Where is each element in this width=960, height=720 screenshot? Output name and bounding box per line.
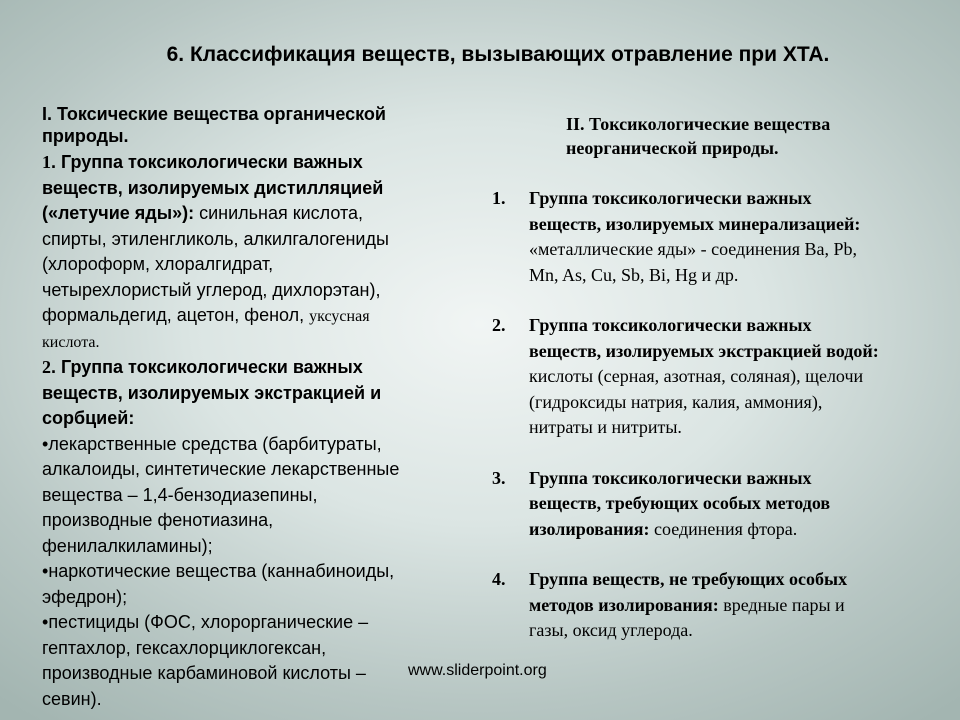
- inorganic-group-item-2: 2. Группа токсикологически важных веществ, изолируемых экстракцией водой: кислоты (серная, азотная, соляная), щелочи (гидроксиды натрия, калия, аммония), нитраты и нитриты.: [492, 315, 879, 437]
- inorganic-groups-list: [492, 186, 879, 644]
- bullet-continuation: гептахлор, гексахлорциклогексан,: [42, 637, 327, 658]
- item-number: 3.: [492, 467, 506, 488]
- organic-heading: [42, 103, 386, 147]
- bullet-continuation: алкалоиды, синтетические лекарственные: [42, 459, 400, 479]
- bullet-icon: •: [42, 561, 49, 581]
- organic-groups: [42, 150, 472, 712]
- group1-text-line: кислота.: [42, 333, 100, 351]
- inorganic-group-item-3: 3. Группа токсикологически важных веществ, требующих особых методов изолирования: соединения фтора.: [492, 467, 831, 539]
- item-number: 4.: [492, 569, 506, 589]
- bullet-continuation: фенилалкиламины);: [42, 535, 213, 556]
- bullet-item-pesticides: •пестициды (ФОС, хлорорганические –: [42, 612, 369, 632]
- group2-title-line-2: веществ, изолируемых экстракцией и: [42, 382, 382, 403]
- bullet-item-medicines: •лекарственные средства (барбитураты,: [42, 433, 382, 454]
- bullet-continuation: севин).: [42, 688, 102, 709]
- group1-title-line-3: («летучие яды»): синильная кислота,: [42, 203, 364, 223]
- bullet-icon: •: [42, 612, 49, 632]
- bullet-item-narcotics: •наркотические вещества (каннабиноиды,: [42, 561, 395, 581]
- organic-heading-line-1: I. Токсические вещества органической: [42, 104, 386, 124]
- group2-title-line-3: сорбцией:: [42, 408, 135, 428]
- group2-title-line-1: 2. Группа токсикологически важных: [42, 357, 363, 377]
- inorganic-heading-line-2: неорганической природы.: [566, 138, 779, 158]
- bullet-continuation: производные фенотиазина,: [42, 510, 274, 530]
- group1-text-line: (хлороформ, хлоралгидрат,: [42, 254, 274, 274]
- bullet-continuation: производные карбаминовой кислоты –: [42, 663, 366, 683]
- slide-title: 6. Классификация веществ, вызывающих отравление при ХТА.: [166, 43, 830, 66]
- inorganic-heading: [566, 112, 830, 160]
- organic-heading-line-2: природы.: [42, 126, 129, 146]
- group1-text-line: четырехлористый углерод, дихлорэтан),: [42, 279, 381, 300]
- inorganic-heading-line-1: II. Токсикологические вещества: [566, 114, 831, 134]
- item-number: 1.: [492, 188, 506, 208]
- group1-title-line-1: 1. Группа токсикологически важных: [42, 152, 363, 172]
- bullet-continuation: эфедрон);: [42, 586, 128, 607]
- bullet-continuation: вещества – 1,4-бензодиазепины,: [42, 484, 318, 505]
- watermark: www.sliderpoint.org: [408, 662, 547, 679]
- inorganic-group-item-1: 1. Группа токсикологически важных веществ, изолируемых минерализацией: «металлические яды» - соединения Ba, Pb, Mn, As, Cu, Sb, Bi, Hg и др.: [492, 188, 861, 285]
- group1-number: 1: [42, 152, 51, 172]
- group1-title-line-2: веществ, изолируемых дистилляцией: [42, 177, 384, 198]
- inorganic-group-item-4: 4. Группа веществ, не требующих особых методов изолирования: вредные пары и газы, оксид углерода.: [492, 569, 848, 640]
- group1-text-line: спирты, этиленгликоль, алкилгалогениды: [42, 228, 389, 249]
- group1-text-line: формальдегид, ацетон, фенол, уксусная: [42, 305, 370, 325]
- bullet-icon: •: [42, 433, 49, 454]
- group2-number: 2: [42, 357, 51, 377]
- item-number: 2.: [492, 315, 506, 335]
